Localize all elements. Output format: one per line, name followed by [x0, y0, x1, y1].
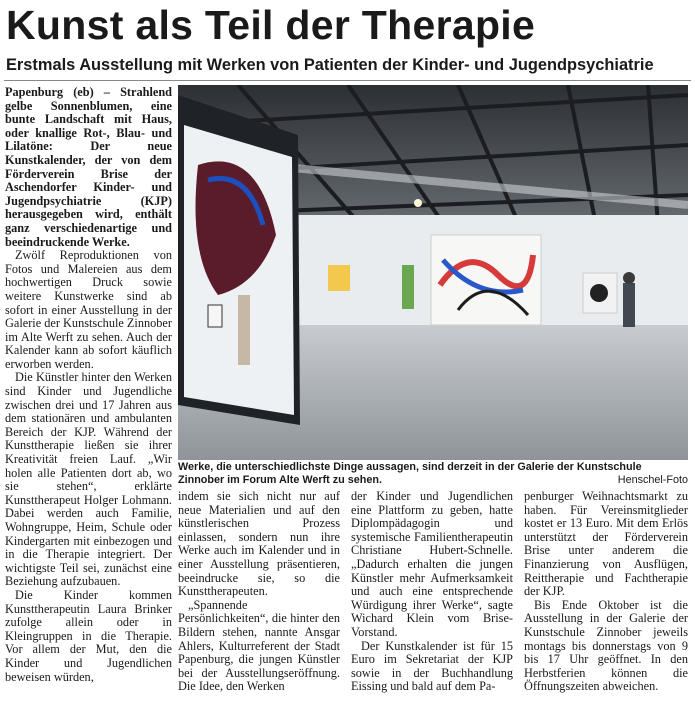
column-4: [524, 490, 688, 694]
paragraph: Die Kinder kommen Kunsttherapeutin Laura Brinker zufolge allein oder in Kleingruppen in die Therapie. Vor allem der Mut, den die Kinder und Jugendlichen beweisen würden,: [5, 587, 172, 684]
paragraph: penburger Weihnachtsmarkt zu haben. Für Vereinsmitglieder kostet er 13 Euro. Mit dem Erlös unterstützt der Förderverein Brise unter anderem die Finanzierung von Ausflügen, Reittherapie und Fachtherapie der KJP.: [524, 489, 688, 599]
divider: [4, 80, 691, 81]
photo-caption: [178, 461, 688, 488]
paragraph: Der Kunstkalender ist für 15 Euro im Sekretariat der KJP sowie in der Buchhandlung Eissing und bald auf dem Pa-: [351, 638, 513, 694]
column-1: [5, 86, 172, 684]
paragraph: „Spannende Persönlichkeiten“, die hinter den Bildern stehen, nannte Ansgar Ahlers, Kulturreferent der Stadt Papenburg, die jungen Künstler bei der Ausstellungseröffnung. Die Idee, den Werken: [178, 597, 340, 694]
photo-credit: Henschel-Foto: [617, 474, 688, 487]
paragraph: indem sie sich nicht nur auf neue Materialien und auf den künstlerischen Prozess einlassen, sondern nun ihre Werke auch im Kalender und in einer Ausstellung präsentieren, beeindrucke sie, so die Kunsttherapeuten.: [178, 489, 340, 599]
gallery-photo: [178, 85, 688, 460]
paragraph: Bis Ende Oktober ist die Ausstellung in der Galerie der Kunstschule Zinnober jeweils montags bis donnerstags von 9 bis 17 Uhr geöffnet. In den Herbstferien können die Öffnungszeiten abweichen.: [524, 597, 688, 694]
lead-paragraph: Papenburg (eb) – Strahlend gelbe Sonnenblumen, eine bunte Landschaft mit Haus, oder knallige Rot-, Blau- und Lilatöne: Der neue Kunstkalender, der von dem Förderverein Brise der Aschendorfer Kinder- und Jugendpsychiatrie (KJP) herausgegeben wird, enthält ganz verschiedenartige und beeindruckende Werke.: [5, 85, 172, 249]
paragraph: Zwölf Reproduktionen von Fotos und Malereien aus dem hochwertigen Druck sowie weitere Kunstwerke sind ab sofort in einer Ausstellung in der Galerie der Kunstschule Zinnober im Alte Werft zu sehen. Auch der Kalender kann ab sofort käuflich erworben werden.: [5, 248, 172, 371]
caption-text: Werke, die unterschiedlichste Dinge aussagen, sind derzeit in der Galerie der Kunstschule Zinnober im Forum Alte Werft zu sehen.: [178, 461, 642, 487]
column-2: [178, 490, 340, 694]
paragraph: Die Künstler hinter den Werken sind Kinder und Jugendliche zwischen drei und 17 Jahren aus dem stationären und ambulanten Bereich der KJP. Während der Kunsttherapie ließen sie ihrer Kreativität freien Lauf. „Wir holen alle Patienten dort ab, wo sie stehen“, erklärte Kunsttherapeut Holger Lohmann. Dabei werden auch Familie, Wohngruppe, Heim, Schule oder Kindergarten mit einbezogen und in die Therapie integriert. Der wichtigste Teil sei, zunächst eine Beziehung aufzubauen.: [5, 370, 172, 589]
headline: Kunst als Teil der Therapie: [6, 2, 536, 48]
column-3: [351, 490, 513, 694]
subheadline: Erstmals Ausstellung mit Werken von Patienten der Kinder- und Jugendpsychiatrie: [6, 56, 654, 74]
paragraph: der Kinder und Jugendlichen eine Plattform zu geben, hatte Diplompädagogin und systemische Familientherapeutin Christiane Hubert-Schnelle. „Dadurch erhalten die jungen Künstler mehr Aufmerksamkeit und auch eine entsprechende Würdigung ihrer Werke“, sagte Wichard Klein vom Brise-Vorstand.: [351, 489, 513, 639]
